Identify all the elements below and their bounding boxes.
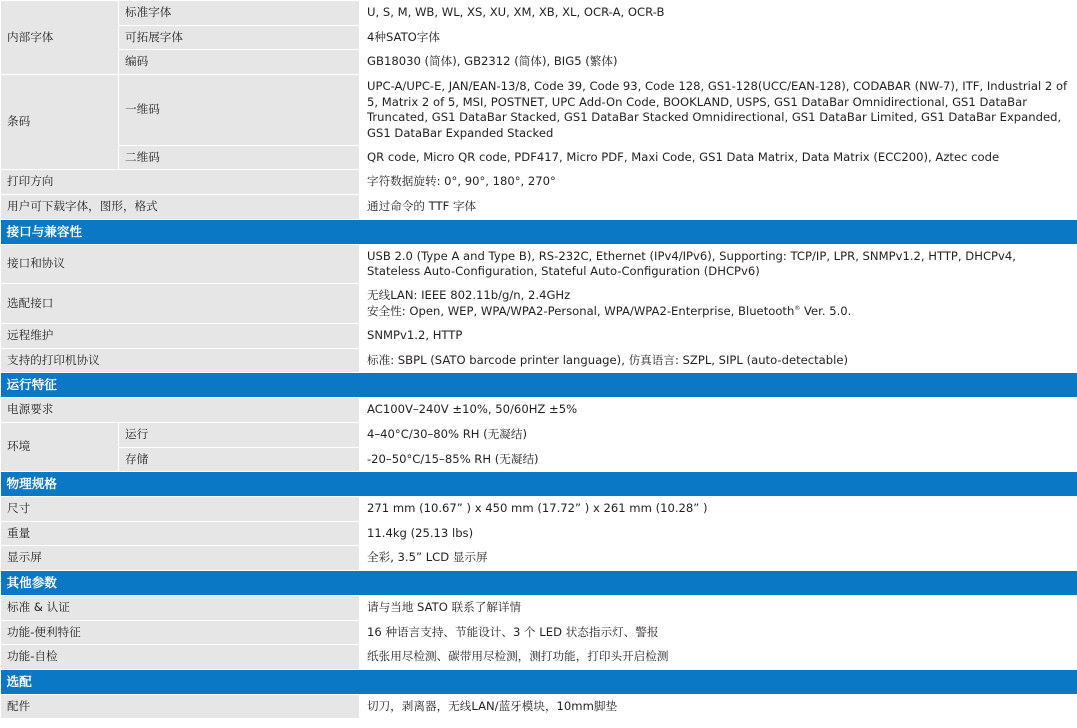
row-value: QR code, Micro QR code, PDF417, Micro PDF, Maxi Code, GS1 Data Matrix, Data Matrix (ECC200), Aztec code (360, 146, 1077, 170)
table-row (1, 324, 1077, 349)
row-value: 271 mm (10.67” ) x 450 mm (17.72” ) x 261 mm (10.28” ) (360, 497, 1077, 522)
row-label: 尺寸 (1, 497, 360, 522)
table-row (1, 621, 1077, 645)
row-label: 远程维护 (1, 324, 360, 349)
row-value: AC100V–240V ±10%, 50/60HZ ±5% (360, 398, 1077, 423)
row-value: U, S, M, WB, WL, XS, XU, XM, XB, XL, OCR-A, OCR-B (360, 1, 1077, 26)
row-value: UPC-A/UPC-E, JAN/EAN-13/8, Code 39, Code 93, Code 128, GS1-128(UCC/EAN-128), CODABAR (NW-7), ITF, Industrial 2 of 5, Matrix 2 of 5, MSI, POSTNET, UPC Add-On Code, BOOKLAND, USPS, GS1 DataBar Omnidirectional, GS1 DataBar Truncated, GS1 DataBar Stacked, GS1 DataBar Stacked Omnidirectional, GS1 DataBar Limited, GS1 DataBar Expanded, GS1 DataBar Expanded Stacked (360, 75, 1077, 146)
row-label: 打印方向 (1, 170, 360, 195)
table-row (1, 146, 1077, 170)
value-text: Ver. 5.0. (800, 303, 852, 318)
value-line: 无线LAN: IEEE 802.11b/g/n, 2.4GHz (367, 288, 571, 302)
table-row (1, 497, 1077, 522)
section-header (1, 472, 1077, 497)
table-row (1, 448, 1077, 472)
row-value: 纸张用尽检测、碳带用尽检测，测打功能，打印头开启检测 (360, 645, 1077, 670)
table-row (1, 195, 1077, 220)
row-value: -20–50°C/15–85% RH (无凝结) (360, 448, 1077, 472)
table-row (1, 645, 1077, 670)
row-label: 标准 & 认证 (1, 596, 360, 621)
row-value: 4种SATO字体 (360, 26, 1077, 50)
row-label: 重量 (1, 522, 360, 546)
row-label: 内部字体 (1, 1, 119, 75)
section-header (1, 220, 1077, 245)
row-label: 功能-自检 (1, 645, 360, 670)
row-value: USB 2.0 (Type A and Type B), RS-232C, Ethernet (IPv4/IPv6), Supporting: TCP/IP, LPR, SNMPv1.2, HTTP, DHCPv4, Stateless Auto-Configuration, Stateful Auto-Configuration (DHCPv6) (360, 245, 1077, 284)
row-label: 选配接口 (1, 284, 360, 324)
row-label: 功能-便利特征 (1, 621, 360, 645)
table-row (1, 170, 1077, 195)
row-sublabel: 运行 (119, 423, 360, 448)
row-label: 配件 (1, 695, 360, 719)
row-sublabel: 可拓展字体 (119, 26, 360, 50)
row-value: GB18030 (简体), GB2312 (简体), BIG5 (繁体) (360, 50, 1077, 75)
row-sublabel: 编码 (119, 50, 360, 75)
row-sublabel: 标准字体 (119, 1, 360, 26)
table-row (1, 695, 1077, 719)
row-label: 用户可下载字体，图形，格式 (1, 195, 360, 220)
row-label: 支持的打印机协议 (1, 349, 360, 373)
row-value: 标准: SBPL (SATO barcode printer language), 仿真语言: SZPL, SIPL (auto-detectable) (360, 349, 1077, 373)
table-row (1, 596, 1077, 621)
section-title: 运行特征 (1, 373, 1077, 398)
row-sublabel: 一维码 (119, 75, 360, 146)
value-text: 安全性: Open, WEP, WPA/WPA2-Personal, WPA/WPA2-Enterprise, Bluetooth (367, 303, 795, 318)
row-value: 通过命令的 TTF 字体 (360, 195, 1077, 220)
row-value: 请与当地 SATO 联系了解详情 (360, 596, 1077, 621)
section-title: 接口与兼容性 (1, 220, 1077, 245)
row-label: 条码 (1, 75, 119, 170)
value-line (367, 304, 1071, 320)
section-header (1, 571, 1077, 596)
table-row (1, 1, 1077, 26)
table-row (1, 423, 1077, 448)
row-value: 11.4kg (25.13 lbs) (360, 522, 1077, 546)
row-value: 4–40°C/30–80% RH (无凝结) (360, 423, 1077, 448)
section-title: 其他参数 (1, 571, 1077, 596)
table-row (1, 284, 1077, 324)
row-value (360, 284, 1077, 324)
table-row (1, 26, 1077, 50)
table-row (1, 75, 1077, 146)
row-label: 电源要求 (1, 398, 360, 423)
table-row (1, 546, 1077, 571)
row-label: 环境 (1, 423, 119, 472)
section-header (1, 670, 1077, 695)
section-title: 选配 (1, 670, 1077, 695)
registered-mark: ® (794, 304, 801, 312)
table-row (1, 245, 1077, 284)
row-sublabel: 存储 (119, 448, 360, 472)
section-header (1, 373, 1077, 398)
row-label: 接口和协议 (1, 245, 360, 284)
row-value: SNMPv1.2, HTTP (360, 324, 1077, 349)
row-value: 字符数据旋转: 0°, 90°, 180°, 270° (360, 170, 1077, 195)
section-title: 物理规格 (1, 472, 1077, 497)
row-sublabel: 二维码 (119, 146, 360, 170)
table-row (1, 398, 1077, 423)
row-value: 全彩, 3.5” LCD 显示屏 (360, 546, 1077, 571)
table-row (1, 349, 1077, 373)
row-label: 显示屏 (1, 546, 360, 571)
row-value: 切刀，剥离器，无线LAN/蓝牙模块，10mm脚垫 (360, 695, 1077, 719)
table-row (1, 522, 1077, 546)
table-row (1, 50, 1077, 75)
row-value: 16 种语言支持、节能设计、3 个 LED 状态指示灯、警报 (360, 621, 1077, 645)
